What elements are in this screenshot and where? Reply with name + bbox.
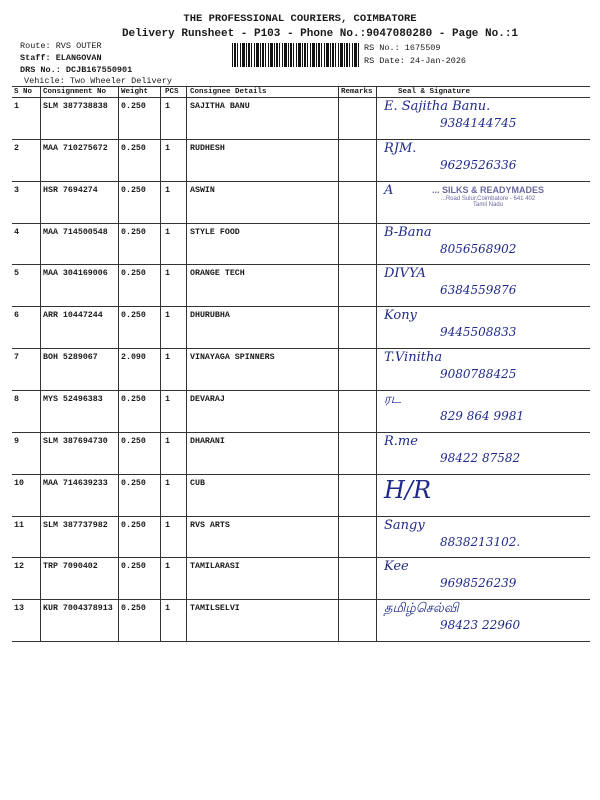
consignment-cell: TRP 7090402	[43, 562, 98, 571]
column-header: Consignee Details	[190, 88, 267, 96]
sno-cell: 13	[14, 604, 24, 613]
signature: B-Bana	[384, 225, 432, 240]
phone-number: 829 864 9981	[440, 409, 524, 423]
rs-number: RS No.: 1675509	[364, 43, 441, 53]
phone-number: 98422 87582	[440, 451, 521, 465]
pcs-cell: 1	[165, 311, 170, 320]
runsheet-subtitle: Delivery Runsheet - P103 - Phone No.:9047080280 - Page No.:1	[121, 28, 519, 40]
weight-cell: 0.250	[121, 437, 146, 446]
weight-cell: 0.250	[121, 186, 146, 195]
signature: T.Vinitha	[384, 350, 443, 365]
signature: Kony	[384, 308, 417, 323]
consignment-cell: MAA 304169006	[43, 269, 108, 278]
consignment-cell: SLM 387694730	[43, 437, 108, 446]
consignment-cell: SLM 387738838	[43, 102, 108, 111]
consignment-cell: SLM 387737982	[43, 521, 108, 530]
weight-cell: 0.250	[121, 521, 146, 530]
column-header: S No	[14, 88, 33, 96]
signature: DIVYA	[384, 266, 426, 281]
consignment-cell: BOH 5289067	[43, 353, 98, 362]
column-header: Remarks	[341, 88, 373, 96]
consignee-cell: ORANGE TECH	[190, 269, 245, 278]
consignee-cell: ASWIN	[190, 186, 215, 195]
weight-cell: 2.090	[121, 353, 146, 362]
pcs-cell: 1	[165, 186, 170, 195]
row-divider	[12, 599, 590, 600]
row-divider	[12, 557, 590, 558]
consignee-cell: DHURUBHA	[190, 311, 230, 320]
company-title: THE PROFESSIONAL COURIERS, COIMBATORE	[183, 13, 417, 25]
weight-cell: 0.250	[121, 311, 146, 320]
consignee-cell: STYLE FOOD	[190, 228, 240, 237]
sno-cell: 7	[14, 353, 19, 362]
rs-date: RS Date: 24-Jan-2026	[364, 56, 467, 66]
consignee-cell: SAJITHA BANU	[190, 102, 250, 111]
signature: தமிழ்செல்வி	[384, 601, 459, 616]
column-header: Consignment No	[43, 88, 107, 96]
consignment-cell: MAA 714639233	[43, 479, 108, 488]
sno-cell: 4	[14, 228, 19, 237]
pcs-cell: 1	[165, 144, 170, 153]
sno-cell: 2	[14, 144, 19, 153]
pcs-cell: 1	[165, 228, 170, 237]
route: Route: RVS OUTER	[20, 41, 102, 51]
weight-cell: 0.250	[121, 604, 146, 613]
pcs-cell: 1	[165, 479, 170, 488]
signature: RJM.	[384, 141, 417, 156]
consignee-cell: TAMILARASI	[190, 562, 240, 571]
signature: ரட	[384, 392, 402, 407]
consignee-cell: TAMILSELVI	[190, 604, 240, 613]
phone-number: 9698526239	[440, 576, 517, 590]
phone-number: 9384144745	[440, 116, 517, 130]
weight-cell: 0.250	[121, 269, 146, 278]
consignment-cell: ARR 10447244	[43, 311, 103, 320]
row-divider	[12, 432, 590, 433]
phone-number: 8056568902	[440, 242, 517, 256]
consignee-cell: DEVARAJ	[190, 395, 225, 404]
phone-number: 9080788425	[440, 367, 517, 381]
consignee-cell: RVS ARTS	[190, 521, 230, 530]
row-divider	[12, 181, 590, 182]
pcs-cell: 1	[165, 102, 170, 111]
row-divider	[12, 348, 590, 349]
weight-cell: 0.250	[121, 395, 146, 404]
sno-cell: 3	[14, 186, 19, 195]
row-divider	[12, 139, 590, 140]
sno-cell: 10	[14, 479, 24, 488]
row-divider	[12, 474, 590, 475]
barcode	[232, 43, 360, 67]
row-divider	[12, 306, 590, 307]
staff: Staff: ELANGOVAN	[20, 53, 102, 63]
pcs-cell: 1	[165, 395, 170, 404]
weight-cell: 0.250	[121, 102, 146, 111]
sno-cell: 11	[14, 521, 24, 530]
consignee-cell: RUDHESH	[190, 144, 225, 153]
signature: E. Sajitha Banu.	[384, 99, 491, 114]
weight-cell: 0.250	[121, 228, 146, 237]
table-rule	[12, 86, 590, 87]
stamp-line: ... SILKS & READYMADES	[432, 185, 545, 195]
shop-stamp	[432, 186, 544, 209]
sno-cell: 1	[14, 102, 19, 111]
phone-number: 6384559876	[440, 283, 517, 297]
consignment-cell: MYS 52496383	[43, 395, 103, 404]
pcs-cell: 1	[165, 562, 170, 571]
pcs-cell: 1	[165, 353, 170, 362]
consignee-cell: DHARANI	[190, 437, 225, 446]
stamp-line: ...Road Sulur,Coimbatore - 641 402	[440, 195, 536, 202]
stamp-line: Tamil Nadu	[473, 202, 504, 209]
pcs-cell: 1	[165, 521, 170, 530]
sno-cell: 12	[14, 562, 24, 571]
phone-number: 9629526336	[440, 158, 517, 172]
pcs-cell: 1	[165, 604, 170, 613]
row-divider	[12, 516, 590, 517]
column-header: PCS	[165, 88, 179, 96]
consignee-cell: VINAYAGA SPINNERS	[190, 353, 275, 362]
signature: A	[384, 183, 394, 198]
column-header: Weight	[121, 88, 149, 96]
consignment-cell: MAA 714500548	[43, 228, 108, 237]
signature: H/R	[384, 476, 432, 504]
row-divider	[12, 390, 590, 391]
consignment-cell: HSR 7694274	[43, 186, 98, 195]
signature: Sangy	[384, 518, 425, 533]
row-divider	[12, 223, 590, 224]
sno-cell: 6	[14, 311, 19, 320]
pcs-cell: 1	[165, 437, 170, 446]
pcs-cell: 1	[165, 269, 170, 278]
consignment-cell: KUR 7004378913	[43, 604, 113, 613]
phone-number: 9445508833	[440, 325, 517, 339]
signature: Kee	[384, 559, 409, 574]
column-header: Seal & Signature	[398, 88, 471, 96]
weight-cell: 0.250	[121, 562, 146, 571]
consignee-cell: CUB	[190, 479, 205, 488]
sno-cell: 9	[14, 437, 19, 446]
sno-cell: 8	[14, 395, 19, 404]
drs-number: DRS No.: DCJB167550901	[20, 65, 133, 75]
phone-number: 98423 22960	[440, 618, 521, 632]
phone-number: 8838213102.	[440, 535, 521, 549]
table-rule	[12, 97, 590, 98]
weight-cell: 0.250	[121, 479, 146, 488]
signature: R.me	[384, 434, 418, 449]
row-divider	[12, 641, 590, 642]
row-divider	[12, 264, 590, 265]
weight-cell: 0.250	[121, 144, 146, 153]
consignment-cell: MAA 710275672	[43, 144, 108, 153]
sno-cell: 5	[14, 269, 19, 278]
vehicle: Vehicle: Two Wheeler Delivery	[24, 76, 172, 86]
